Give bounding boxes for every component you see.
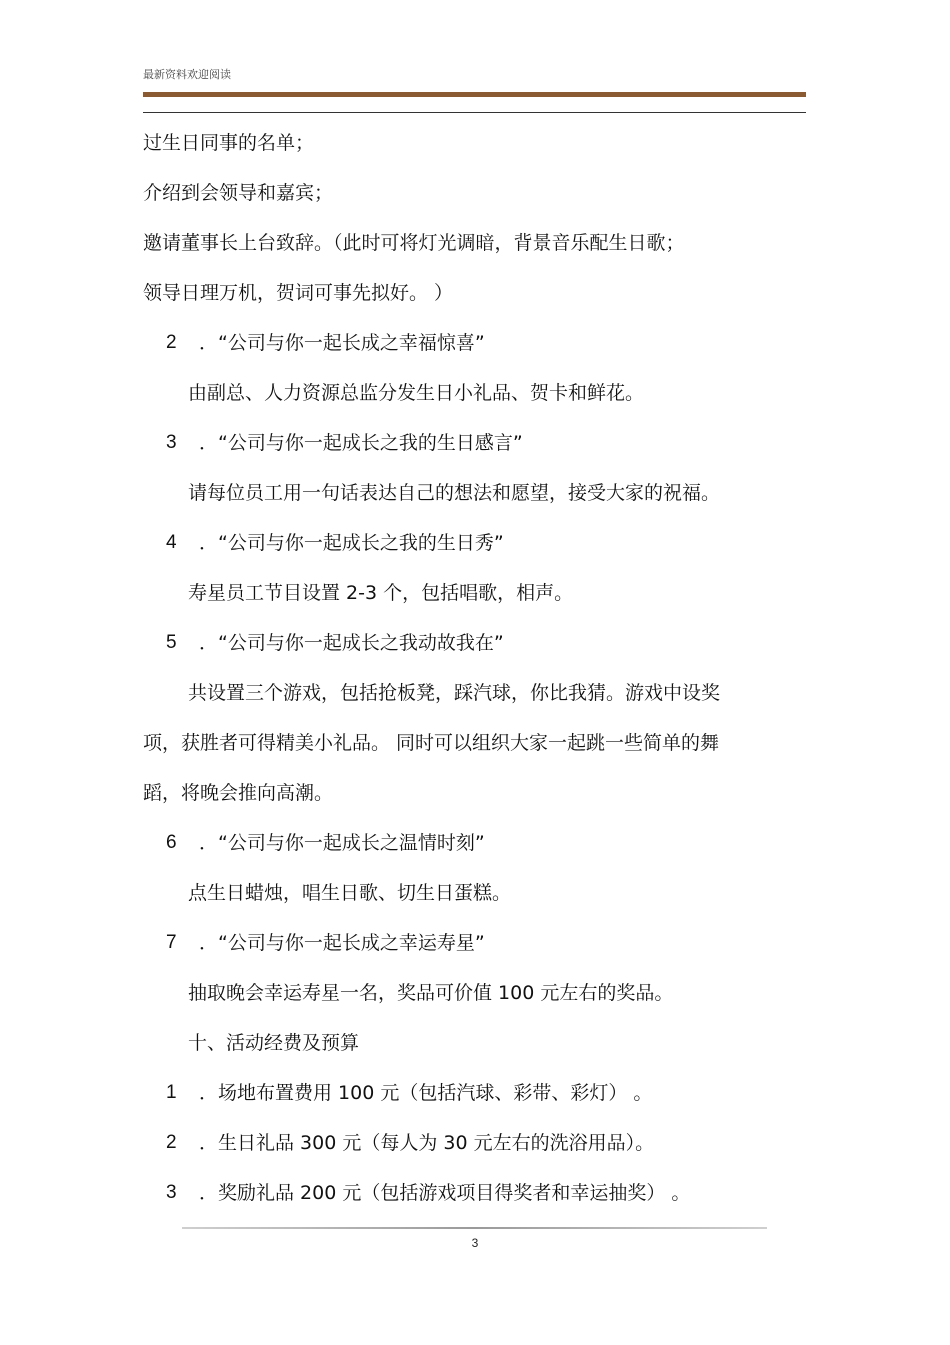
header-rule-thin: [143, 112, 806, 113]
text-line: 由副总、人力资源总监分发生日小礼品、贺卡和鲜花。: [188, 382, 645, 404]
item-number: 3: [166, 1182, 177, 1203]
item-number: 6: [166, 832, 177, 853]
item-title: ．“公司与你一起长成之幸福惊喜”: [199, 332, 485, 354]
text-line: 领导日理万机，贺词可事先拟好。 ）: [143, 282, 454, 304]
text-line: 邀请董事长上台致辞。（此时可将灯光调暗，背景音乐配生日歌；: [143, 232, 685, 254]
header-rule-thick: [143, 92, 806, 97]
text-line: 蹈，将晚会推向高潮。: [143, 782, 334, 804]
item-title: ．“公司与你一起成长之我动故我在”: [199, 632, 504, 654]
text-line: 点生日蜡烛，唱生日歌、切生日蛋糕。: [188, 882, 512, 904]
budget-item: ．场地布置费用 100 元（包括汽球、彩带、彩灯） 。: [199, 1082, 653, 1104]
header-text: 最新资料欢迎阅读: [143, 68, 231, 81]
item-number: 3: [166, 432, 177, 453]
item-title: ．“公司与你一起成长之温情时刻”: [199, 832, 485, 854]
text-line: 请每位员工用一句话表达自己的想法和愿望，接受大家的祝福。: [188, 482, 721, 504]
section-heading: 十、活动经费及预算: [188, 1032, 360, 1054]
text-line: 过生日同事的名单；: [143, 132, 315, 154]
text-line: 共设置三个游戏，包括抢板凳，踩汽球，你比我猜。游戏中设奖: [188, 682, 721, 704]
text-line: 抽取晚会幸运寿星一名，奖品可价值 100 元左右的奖品。: [188, 982, 674, 1004]
item-title: ．“公司与你一起长成之幸运寿星”: [199, 932, 485, 954]
budget-item: ．生日礼品 300 元（每人为 30 元左右的洗浴用品）。: [199, 1132, 655, 1154]
item-number: 2: [166, 332, 177, 353]
item-title: ．“公司与你一起成长之我的生日秀”: [199, 532, 504, 554]
item-number: 1: [166, 1082, 177, 1103]
item-number: 4: [166, 532, 177, 553]
item-number: 2: [166, 1132, 177, 1153]
text-line: 介绍到会领导和嘉宾；: [143, 182, 334, 204]
page-number: 3: [471, 1236, 479, 1250]
text-line: 寿星员工节目设置 2-3 个，包括唱歌，相声。: [188, 582, 574, 604]
item-title: ．“公司与你一起成长之我的生日感言”: [199, 432, 523, 454]
item-number: 5: [166, 632, 177, 653]
footer-rule: [182, 1227, 767, 1229]
budget-item: ．奖励礼品 200 元（包括游戏项目得奖者和幸运抽奖） 。: [199, 1182, 691, 1204]
item-number: 7: [166, 932, 177, 953]
text-line: 项，获胜者可得精美小礼品。 同时可以组织大家一起跳一些简单的舞: [143, 732, 720, 754]
